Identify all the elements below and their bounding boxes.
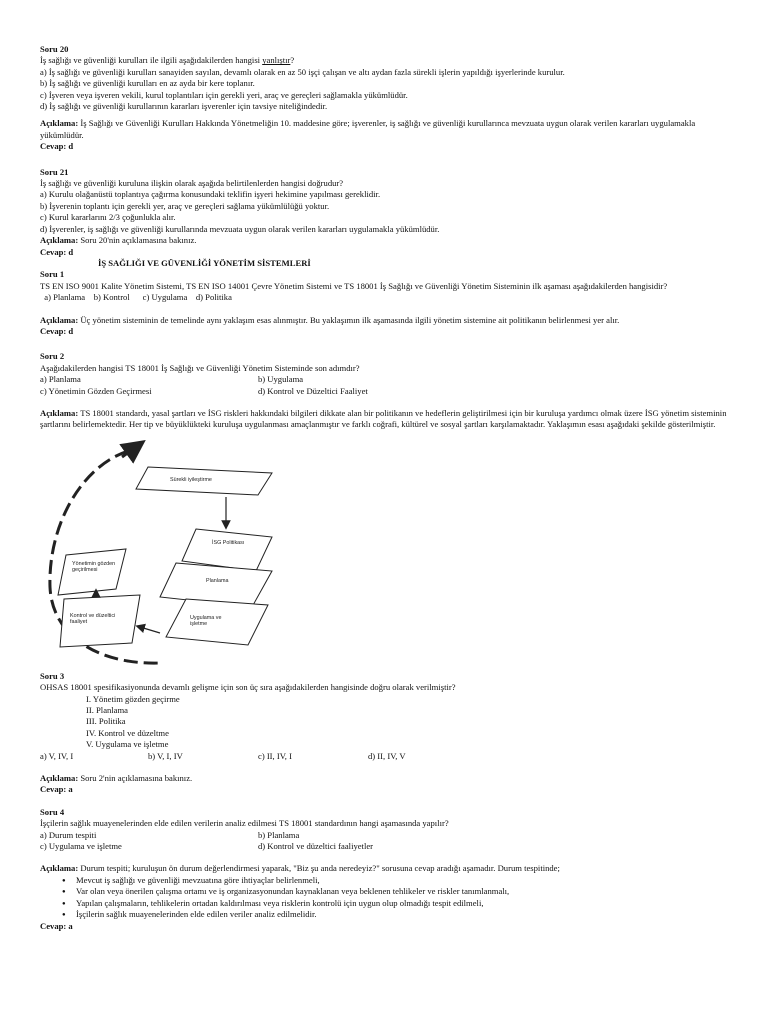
option: a) Durum tespiti	[40, 829, 97, 840]
question-text: İşçilerin sağlık muayenelerinden elde edilen verilerin analiz edilmesi TS 18001 standardının hangi aşamasında yapılır?	[40, 818, 449, 829]
explanation: Açıklama: TS 18001 standardı, yasal şartları ve İSG riskleri hakkındaki bilgileri dikkate alan bir politikanın ve hedeflerin geliştirilmesi için bir kuruluşa yardımcı olmak üzere İSG yönetim sisteminin şartlarını belirlemektedir. Her tip ve büyüklükteki kuruluşa uygulanması amaçlanmıştır ve farklı coğrafi, kültürel ve sosyal şartları karşılamaktadır. Yaklaşımın esası aşağıdaki şekilde gösterilmiştir.	[40, 407, 729, 430]
planning-shape	[160, 563, 272, 607]
answer: Cevap: a	[40, 920, 73, 931]
option: d) İş sağlığı ve güvenliği kurullarının kararları işverenler için tavsiye niteliğindedir.	[40, 101, 328, 112]
label-planning: Planlama	[206, 577, 229, 584]
list-item: IV. Kontrol ve düzeltme	[86, 727, 169, 738]
answer: Cevap: d	[40, 141, 74, 152]
list-item: ● İşçilerin sağlık muayenelerinden elde edilen veriler analiz edilmelidir.	[76, 909, 730, 920]
question-text: Aşağıdakilerden hangisi TS 18001 İş Sağlığı ve Güvenliği Yönetim Sisteminde son adımdır?	[40, 362, 360, 373]
question-text: TS EN ISO 9001 Kalite Yönetim Sistemi, TS EN ISO 14001 Çevre Yönetim Sistemi ve TS 18001 İş Sağlığı ve Güvenliği Yönetim Sisteminin ilk aşaması aşağıdakilerden hangisidir?	[40, 280, 668, 291]
option: a) Kurulu olağanüstü toplantıya çağırma konusundaki teklifin işyeri hekimine yapılması gereklidir.	[40, 189, 381, 200]
label-review: Yönetimin gözden geçirilmesi	[72, 560, 116, 574]
question-text: OHSAS 18001 spesifikasiyonunda devamlı gelişme için son üç sıra aşağıdakilerden hangisinde doğru olarak verilmiştir?	[40, 682, 456, 693]
option: b) Uygulama	[258, 374, 304, 385]
option: d) II, IV, V	[368, 750, 406, 761]
list-item: II. Planlama	[86, 705, 128, 715]
answer: Cevap: d	[40, 246, 74, 257]
option: a) Planlama	[40, 374, 81, 385]
explanation: Açıklama: Üç yönetim sisteminin de temelinde aynı yaklaşım esas alınmıştır. Bu yaklaşımın ilk aşamasında ilgili yönetim sistemine ait politikanın belirlenmesi yer alır.	[40, 314, 620, 325]
list-item: ● Var olan veya önerilen çalışma ortamı ve iş organizasyonundan kaynaklanan veya beklenen tehlikeler ve riskler tanımlanmalı,	[76, 886, 730, 897]
options-row	[40, 751, 730, 762]
options-grid	[40, 374, 730, 397]
isg-cycle-diagram	[40, 437, 276, 667]
question-text: İş sağlığı ve güvenliği kurulları ile ilgili aşağıdakilerden hangisi yanlıştır?	[40, 55, 295, 66]
option: b) İşverenin toplantı için gerekli yer, araç ve gereçleri sağlama yükümlülüğü yoktur.	[40, 200, 330, 211]
option: d) Kontrol ve Düzeltici Faaliyet	[258, 385, 368, 396]
list-item: ● Mevcut iş sağlığı ve güvenliği mevzuatına göre ihtiyaçlar belirlenmeli,	[76, 875, 730, 886]
question-text: İş sağlığı ve güvenliği kuruluna ilişkin olarak aşağıda belirtilenlerden hangisi doğrudur?	[40, 178, 344, 189]
option: c) Yönetimin Gözden Geçirmesi	[40, 385, 152, 396]
explanation: Açıklama: Soru 20'nin açıklamasına bakınız.	[40, 235, 197, 246]
label-checking: Kontrol ve düzeltici faaliyet	[70, 612, 116, 626]
options-grid	[40, 830, 730, 853]
section-title: İŞ SAĞLIĞI VE GÜVENLİĞİ YÖNETİM SİSTEMLERİ	[98, 257, 311, 268]
question-title: Soru 1	[40, 269, 65, 280]
answer: Cevap: d	[40, 325, 74, 336]
option: b) Planlama	[258, 829, 300, 840]
explanation: Açıklama: İş Sağlığı ve Güvenliği Kurulları Hakkında Yönetmeliğin 10. maddesine göre; işverenler, iş sağlığı ve güvenliği kurullarınca mevzuata uygun olarak verilen kararları uygulamakla yükümlüdür.	[40, 118, 698, 140]
option: c) İşveren veya işveren vekili, kurul toplantıları için gerekli yeri, araç ve gereçleri sağlamakla yükümlüdür.	[40, 89, 408, 100]
list-item: V. Uygulama ve işletme	[86, 739, 169, 750]
label-policy: İSG Politikası	[212, 539, 245, 546]
option: a) İş sağlığı ve güvenliği kurulları sanayiden sayılan, devamlı olarak en az 50 işçi çalışan ve altı aydan fazla sürekli işlerin yapıldığı işyerlerinde kurulur.	[40, 66, 565, 77]
option: d) İşverenler, iş sağlığı ve güvenliği kurullarında mevzuata uygun olarak verilen kararları uygulamakla yükümlüdür.	[40, 223, 440, 234]
answer: Cevap: a	[40, 784, 73, 795]
list-item: III. Politika	[86, 716, 126, 727]
option: b) V, I, IV	[148, 750, 183, 761]
option: c) II, IV, I	[258, 750, 292, 761]
label-continuous: Sürekli iyileştirme	[170, 476, 212, 483]
explanation: Açıklama: Soru 2'nin açıklamasına bakınız.	[40, 773, 193, 784]
options-row: a) Planlama b) Kontrol c) Uygulama d) Politika	[44, 292, 232, 303]
option: d) Kontrol ve düzeltici faaliyetler	[258, 841, 374, 852]
option: c) Uygulama ve işletme	[40, 841, 122, 852]
question-title: Soru 4	[40, 806, 65, 817]
option: a) V, IV, I	[40, 750, 74, 761]
label-implementation: Uygulama ve işletme	[190, 614, 222, 628]
cycle-graphic	[40, 437, 276, 667]
list-item: I. Yönetim gözden geçirme	[86, 693, 180, 704]
document-page	[40, 44, 730, 932]
option: c) Kurul kararlarını 2/3 çoğunlukla alır.	[40, 212, 176, 223]
question-title: Soru 21	[40, 166, 69, 177]
bullet-list	[40, 875, 730, 921]
option: b) İş sağlığı ve güvenliği kurulları en az ayda bir kere toplanır.	[40, 78, 255, 89]
roman-list	[40, 694, 730, 751]
question-title: Soru 20	[40, 44, 69, 54]
question-title: Soru 2	[40, 351, 65, 362]
explanation: Açıklama: Durum tespiti; kuruluşun ön durum değerlendirmesi yaparak, "Biz şu anda neredeyiz?" sorusuna cevap aradığı aşamadır. Durum tespitinde;	[40, 863, 560, 874]
question-title: Soru 3	[40, 670, 65, 681]
list-item: ● Yapılan çalışmaların, tehlikelerin ortadan kaldırılması veya risklerin kontrolü için uygun olup olmadığı tespit edilmeli,	[76, 898, 730, 909]
